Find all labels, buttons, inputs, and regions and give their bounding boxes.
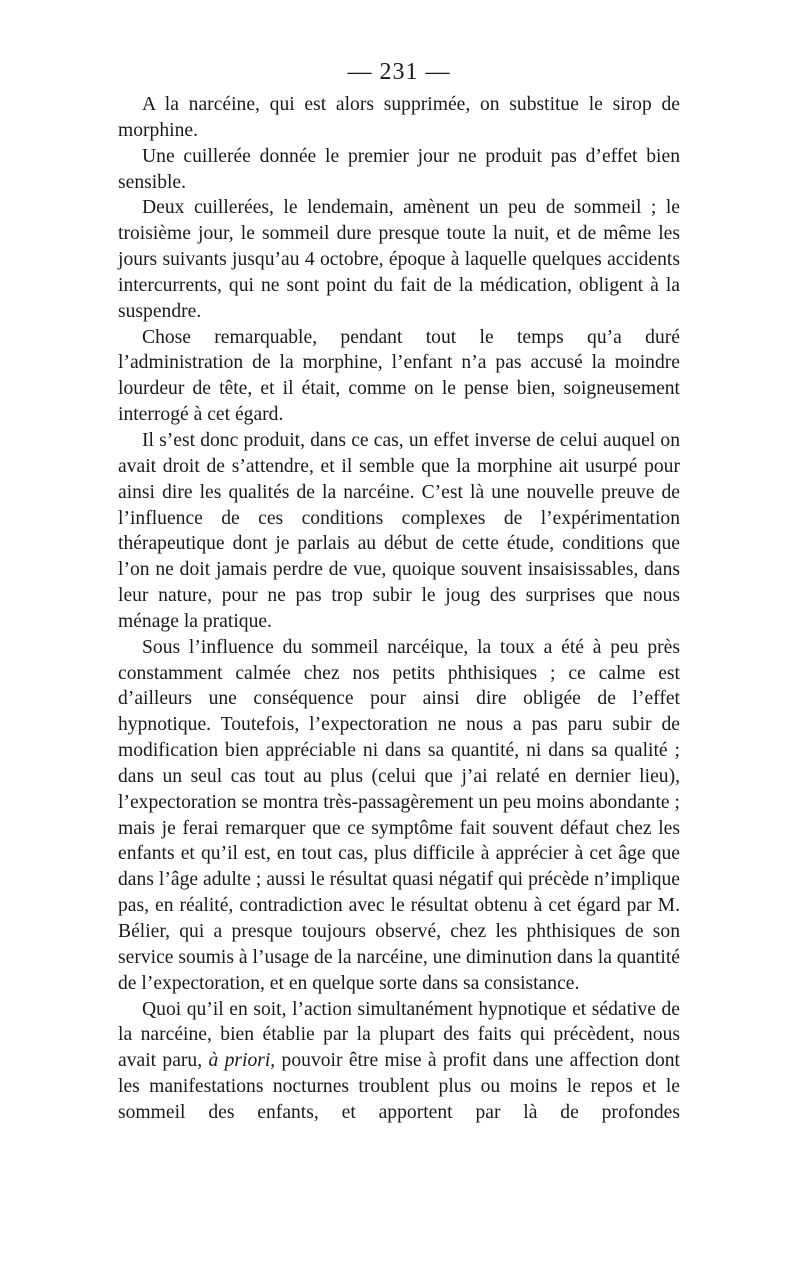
paragraph-remarkable-observation: Chose remarquable, pendant tout le temps qu’a duré l’administration de la morphine, l’enfant n’a pas accusé la moindre lourdeur de tête, et il était, comme on le pense bien, soigneusement interrogé à cet égard. (118, 326, 680, 426)
paragraph-inverse-effect: Il s’est donc produit, dans ce cas, un effet inverse de celui auquel on avait droit de s’attendre, et il semble que la morphine ait usurpé pour ainsi dire les qualités de la narcéine. C’est là une nouvelle preuve de l’influence de ces conditions complexes de l’expérimentation thérapeutique dont je parlais au début de cette étude, conditions que l’on ne doit jamais perdre de vue, quoique souvent insaisissables, dans leur nature, pour ne pas trop subir le joug des surprises que nous ménage la pratique. (118, 429, 680, 632)
page-text (118, 92, 680, 1126)
page-number: — 231 — (347, 59, 451, 85)
paragraph-hypnotic-sedative-action (118, 997, 680, 1126)
paragraph-hypnotic-sedative-end: pouvoir être mise à profit dans une affection dont les manifestations nocturnes troublent plus ou moins le repos et le sommeil des enfants, et apportent par là de profondes (118, 1050, 680, 1123)
paragraph-first-spoonful: Une cuillerée donnée le premier jour ne produit pas d’effet bien sensible. (118, 145, 680, 193)
a-priori-italic: à priori, (208, 1050, 276, 1072)
paragraph-cough-expectoration: Sous l’influence du sommeil narcéique, la toux a été à peu près constamment calmée chez nos petits phthisiques ; ce calme est d’ailleurs une conséquence pour ainsi dire obligée de l’effet hypnotique. Toutefois, l’expectoration ne nous a pas paru subir de modification bien appréciable ni dans sa quantité, ni dans sa qualité ; dans un seul cas tout au plus (celui que j’ai relaté en dernier lieu), l’expectoration se montra très-passagèrement un peu moins abondante ; mais je ferai remarquer que ce symptôme fait souvent défaut chez les enfants et qu’il est, en tout cas, plus difficile à apprécier à cet âge que dans l’âge adulte ; aussi le résultat quasi négatif qui précède n’implique pas, en réalité, contradiction avec le résultat obtenu à cet égard par M. Bélier, qui a presque toujours observé, chez les phthisiques de son service soumis à l’usage de la narcéine, une diminution dans la quantité de l’expectoration, et en quelque sorte dans sa consistance. (118, 636, 680, 994)
book-page (118, 58, 680, 1126)
paragraph-narceine-substitution: A la narcéine, qui est alors supprimée, on substitue le sirop de morphine. (118, 94, 680, 141)
paragraph-hypnotic-sedative-start: Quoi qu’il en soit, l’action simultanément hypnotique et sédative de la narcéine, bien établie par la plupart des faits qui précèdent, nous avait paru, (118, 998, 680, 1072)
paragraph-two-spoonfuls: Deux cuillerées, le lendemain, amènent un peu de sommeil ; le troisième jour, le sommeil dure presque toute la nuit, et de même les jours suivants jusqu’au 4 octobre, époque à laquelle quelques accidents intercurrents, qui ne sont point du fait de la médication, obligent à la suspendre. (118, 197, 680, 322)
